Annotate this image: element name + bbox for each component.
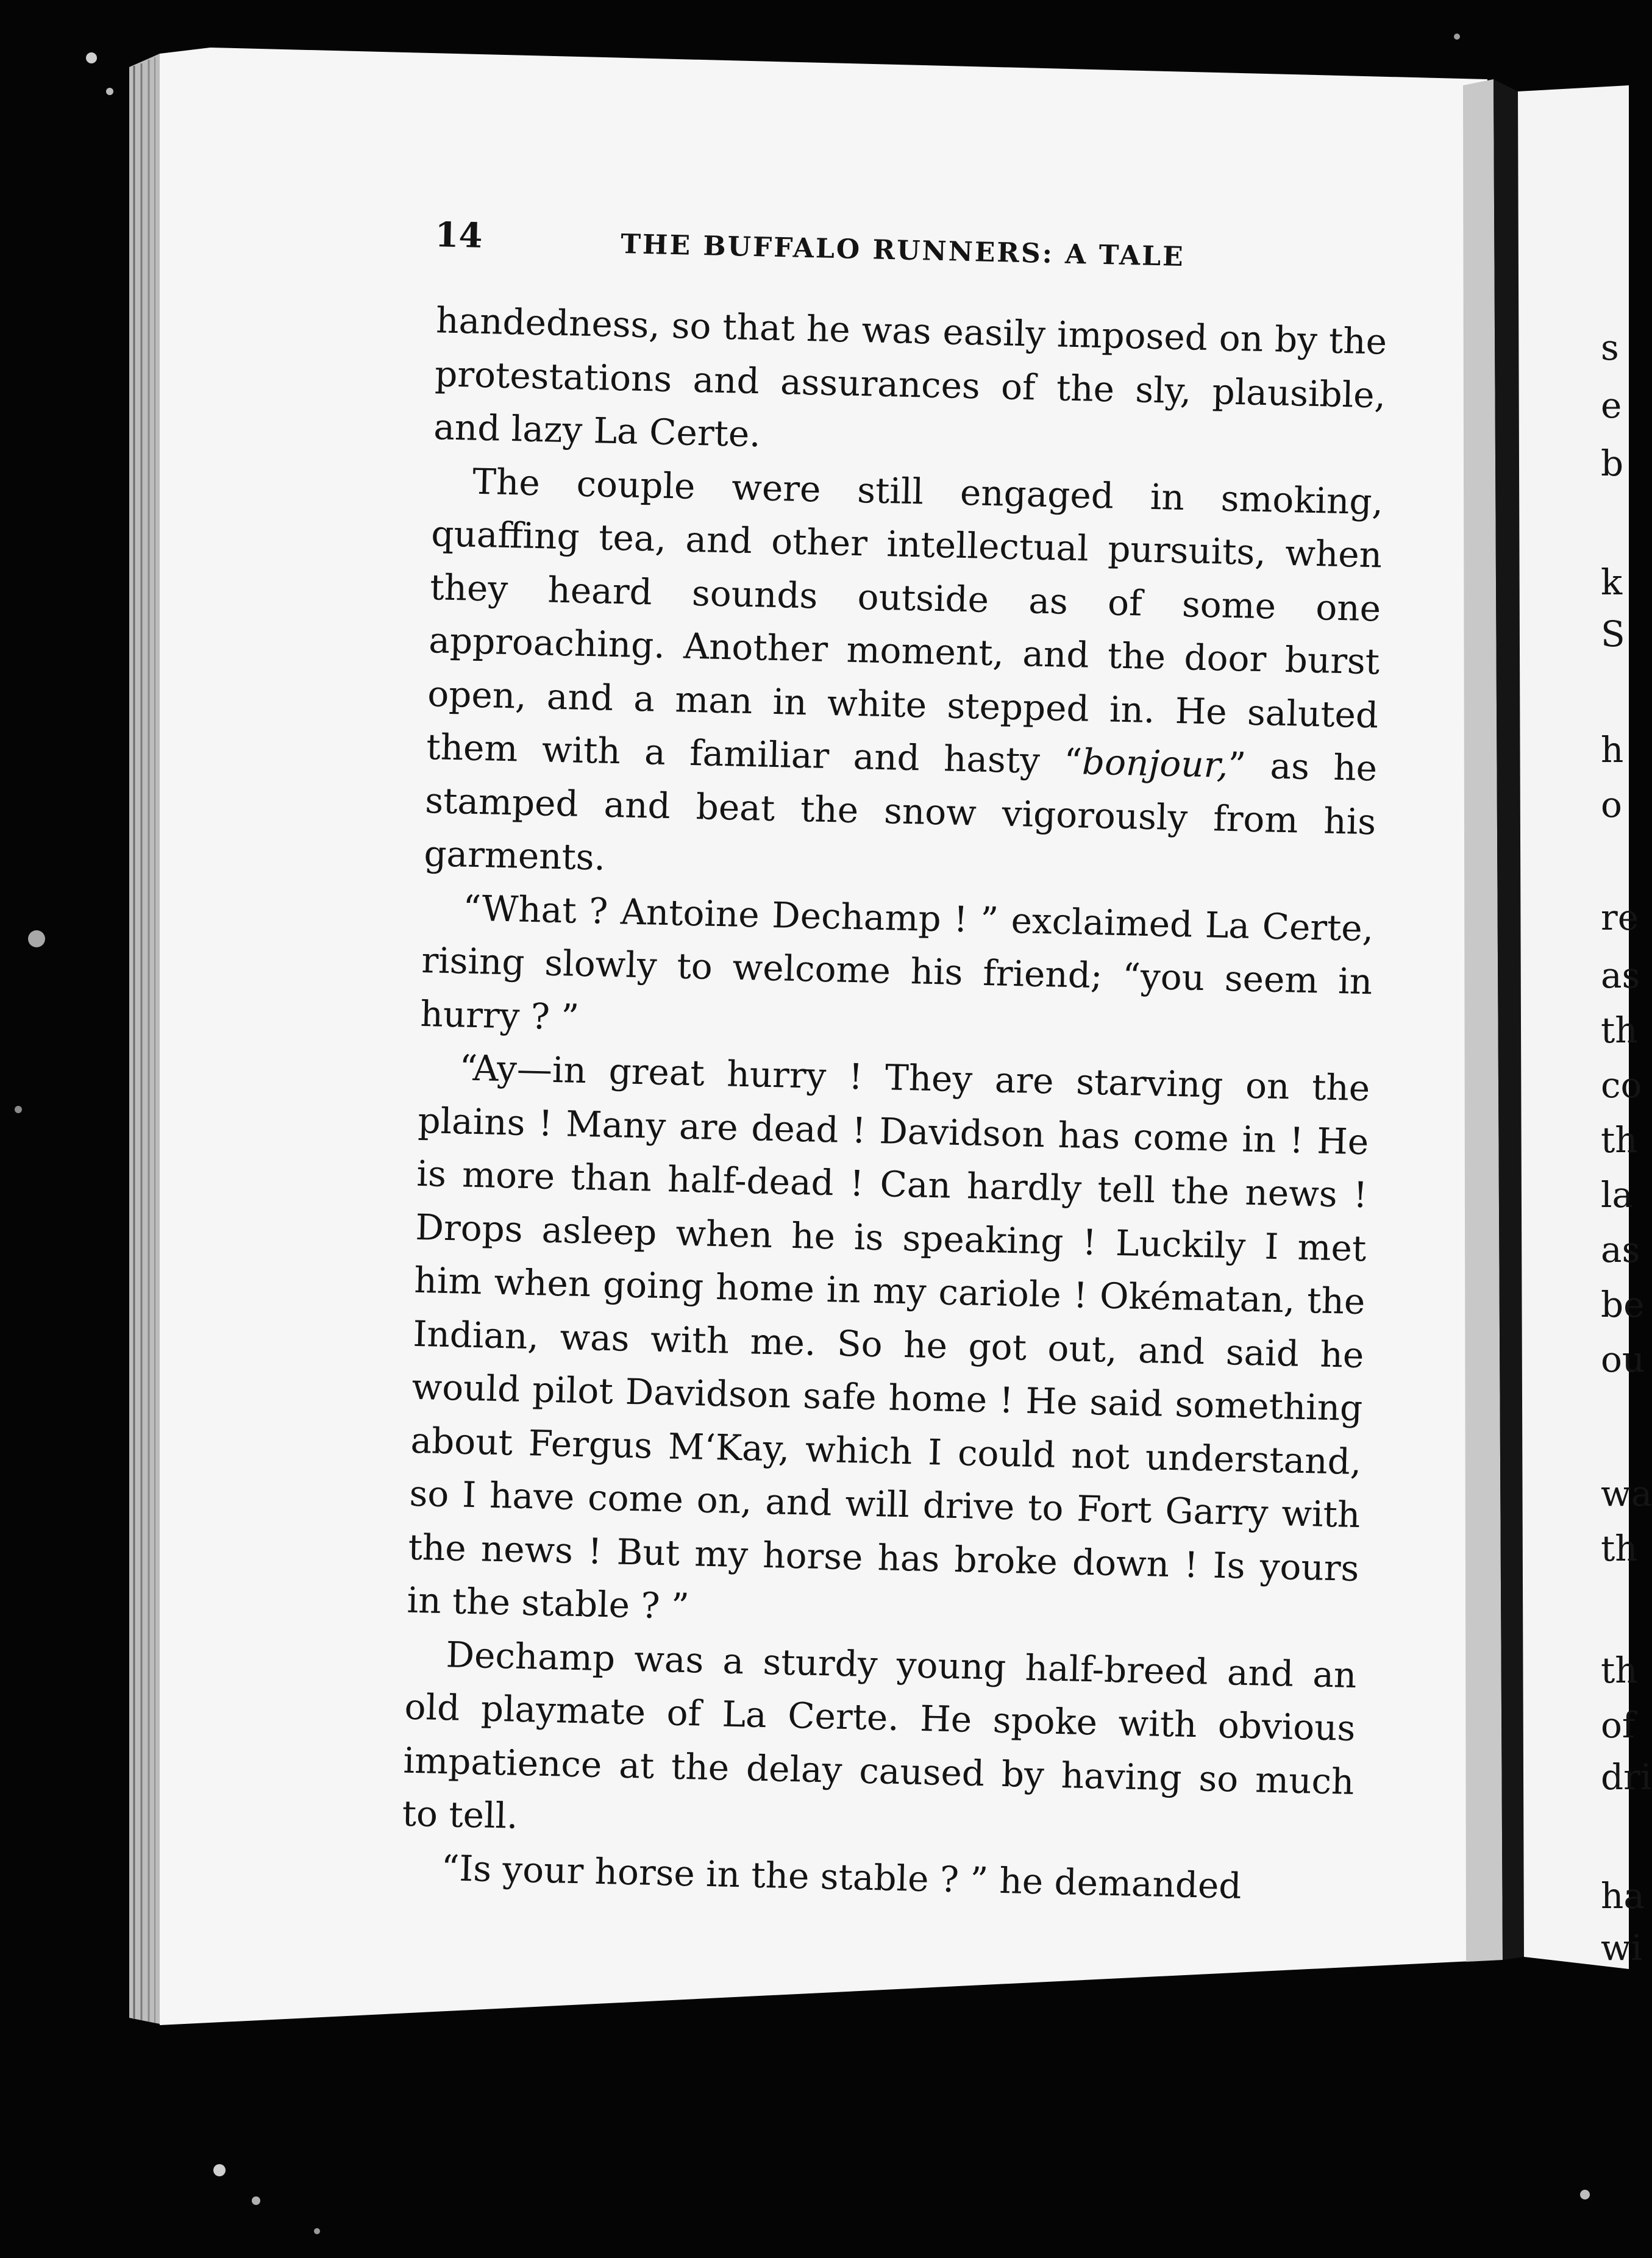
text-run: Dechamp was a sturdy young half-breed and an old playmate of La Certe. He spoke with obvious impatience at the delay caused by having so much to tell. [402,1633,1358,1837]
facing-page-fragment: th [1601,1528,1638,1569]
facing-page-fragment: be [1601,1284,1645,1325]
facing-page-fragment: h [1601,729,1624,771]
page-number: 14 [434,215,483,256]
text-run: “Ay—in great hurry ! They are starving on the plains ! Many are dead ! Davidson has come in ! He is more than half-dead ! Can hardly tell the news ! Drops asleep when he is speaking ! Luckily I met him when going home in my cariole ! Okématan, the Indian, was with me. So he got out, and said he would pilot Davidson safe home ! He said something about Fergus M‘Kay, which I could not understand, so I have come on, and will drive to Fort Garry with the news ! But my horse has broke down ! Is yours in the stable ? ” [406,1047,1370,1628]
facing-page-fragment: th [1601,1010,1638,1051]
facing-page-fragment: co [1601,1064,1642,1106]
facing-page-fragment: as [1601,1229,1640,1270]
page-content [338,195,1389,1986]
text-run: “Is your horse in the stable ? ” he demanded [441,1847,1242,1907]
paragraph [420,880,1375,1062]
facing-page-fragment: of [1601,1704,1636,1746]
body-text [401,294,1387,1915]
facing-page-fragment: re [1601,897,1639,938]
running-title: THE BUFFALO RUNNERS: A TALE [620,229,1186,273]
facing-page-fragment: as [1601,955,1640,996]
facing-page-fragment: S [1601,613,1625,655]
facing-page-fragment: e [1601,385,1622,426]
facing-page-fragment: o [1601,784,1622,825]
paragraph [402,1627,1358,1862]
facing-page-fragment: s [1601,327,1619,368]
facing-page-fragment: th [1601,1119,1638,1161]
text-run: “What ? Antoine Dechamp ! ” exclaimed La Certe, rising slowly to welcome his friend; “you seem in hurry ? ” [419,886,1374,1038]
facing-page-fragment: wa [1601,1473,1652,1514]
facing-page-fragment: b [1601,443,1624,484]
italic-text: bonjour, [1081,741,1229,786]
facing-page-fragment: la [1601,1174,1634,1216]
paragraph [407,1041,1370,1649]
facing-page-fragment: k [1601,561,1623,603]
paragraph [424,454,1384,902]
facing-page-fragment: th [1601,1650,1638,1691]
text-run: handedness, so that he was easily imposed on by the protestations and assurances of the sly, plausible, and lazy La Certe. [433,299,1387,455]
text-run: The couple were still engaged in smoking, quaffing tea, and other intellectual pursuits, when they heard sounds outside as of some one approaching. Another moment, and the door burst open, and a man in white stepped in. He saluted them with a familiar and hasty “ [425,460,1384,783]
facing-page-fragment: ou [1601,1339,1645,1380]
facing-page-fragments [1596,327,1652,1975]
facing-page-fragment: dri [1601,1756,1652,1798]
paragraph [433,294,1387,475]
text-run: ” as he stamped and beat the snow vigorously from his garments. [423,744,1378,878]
facing-page-fragment: wi [1601,1927,1643,1968]
dust-mark [86,52,97,63]
facing-page-fragment: ha [1601,1875,1645,1917]
